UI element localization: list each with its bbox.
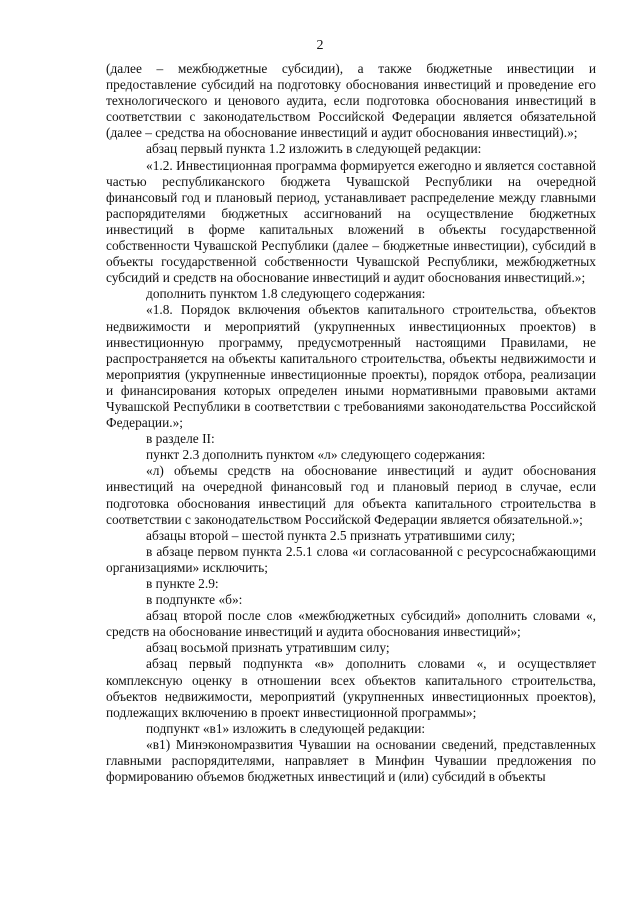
paragraph: абзац второй после слов «межбюджетных субсидий» дополнить словами «, средств на обоснование инвестиций и аудита обоснования инвестиций»; bbox=[106, 608, 596, 640]
paragraph: абзац восьмой признать утратившим силу; bbox=[146, 640, 390, 656]
paragraph: (далее – межбюджетные субсидии), а также бюджетные инвестиции и предоставление субсидий на подготовку обоснования инвестиций и проведение его технологического и ценового аудита, если подготовка обоснования инвестиций в соответствии с законодательством Российской Федерации является обязательной (далее – средства на обоснование инвестиций и аудит обоснования инвестиций).»; bbox=[106, 61, 596, 141]
paragraph: в пункте 2.9: bbox=[146, 576, 219, 591]
paragraph: в разделе II: bbox=[146, 431, 215, 447]
paragraph: «в1) Минэкономразвития Чувашии на основании сведений, представленных главными распорядителями, направляет в Минфин Чувашии предложения по формированию объемов бюджетных инвестиций и (или) субсидий в объекты bbox=[106, 736, 596, 785]
paragraph: абзац первый пункта 1.2 изложить в следующей редакции: bbox=[146, 141, 482, 157]
paragraph: «1.2. Инвестиционная программа формируется ежегодно и является составной частью республиканского бюджета Чувашской Республики на очередной финансовый год и плановый период, устанавливает распределение между главными распорядителями бюджетных ассигнований на осуществление бюджетных инвестиций в форме капитальных вложений в объекты государственной собственности Чувашской Республики (далее – бюджетные инвестиции), субсидий в объекты государственной собственности Чувашской Республики, межбюджетных субсидий и средств на обоснование инвестиций и аудит обоснования инвестиций.»; bbox=[106, 157, 596, 286]
paragraph: «1.8. Порядок включения объектов капитального строительства, объектов недвижимости и мероприятий (укрупненных инвестиционных проектов) в инвестиционную программу, предусмотренный настоящими Правилами, не распространяется на объекты капитального строительства, объекты недвижимости и мероприятия (укрупненные инвестиционные проекты), порядок отбора, реализации и финансирования которых определен иными нормативными правовыми актами Чувашской Республики в соответствии с требованиями законодательства Российской Федерации.»; bbox=[106, 302, 596, 431]
paragraph: пункт 2.3 дополнить пунктом «л» следующего содержания: bbox=[146, 447, 486, 463]
paragraph: абзац первый подпункта «в» дополнить словами «, и осуществляет комплексную оценку в отношении всех объектов капитального строительства, объектов недвижимости, мероприятий (укрупненных инвестиционных проектов), подлежащих включению в проект инвестиционной программы»; bbox=[106, 656, 596, 720]
paragraph: абзацы второй – шестой пункта 2.5 признать утратившими силу; bbox=[146, 527, 516, 543]
paragraph: в абзаце первом пункта 2.5.1 слова «и согласованной с ресурсоснабжающими организациями» исключить; bbox=[106, 543, 596, 575]
paragraph: подпункт «в1» изложить в следующей редакции: bbox=[146, 720, 426, 736]
paragraph: «л) объемы средств на обоснование инвестиций и аудит обоснования инвестиций на очередной финансовый год и плановый период в случае, если подготовка обоснования инвестиций для объекта капитального строительства в соответствии с законодательством Российской Федерации является обязательной.»; bbox=[106, 463, 596, 527]
page-number: 2 bbox=[316, 38, 324, 53]
paragraph: дополнить пунктом 1.8 следующего содержания: bbox=[146, 286, 426, 302]
paragraph: в подпункте «б»: bbox=[146, 592, 243, 608]
document-body bbox=[106, 61, 596, 785]
